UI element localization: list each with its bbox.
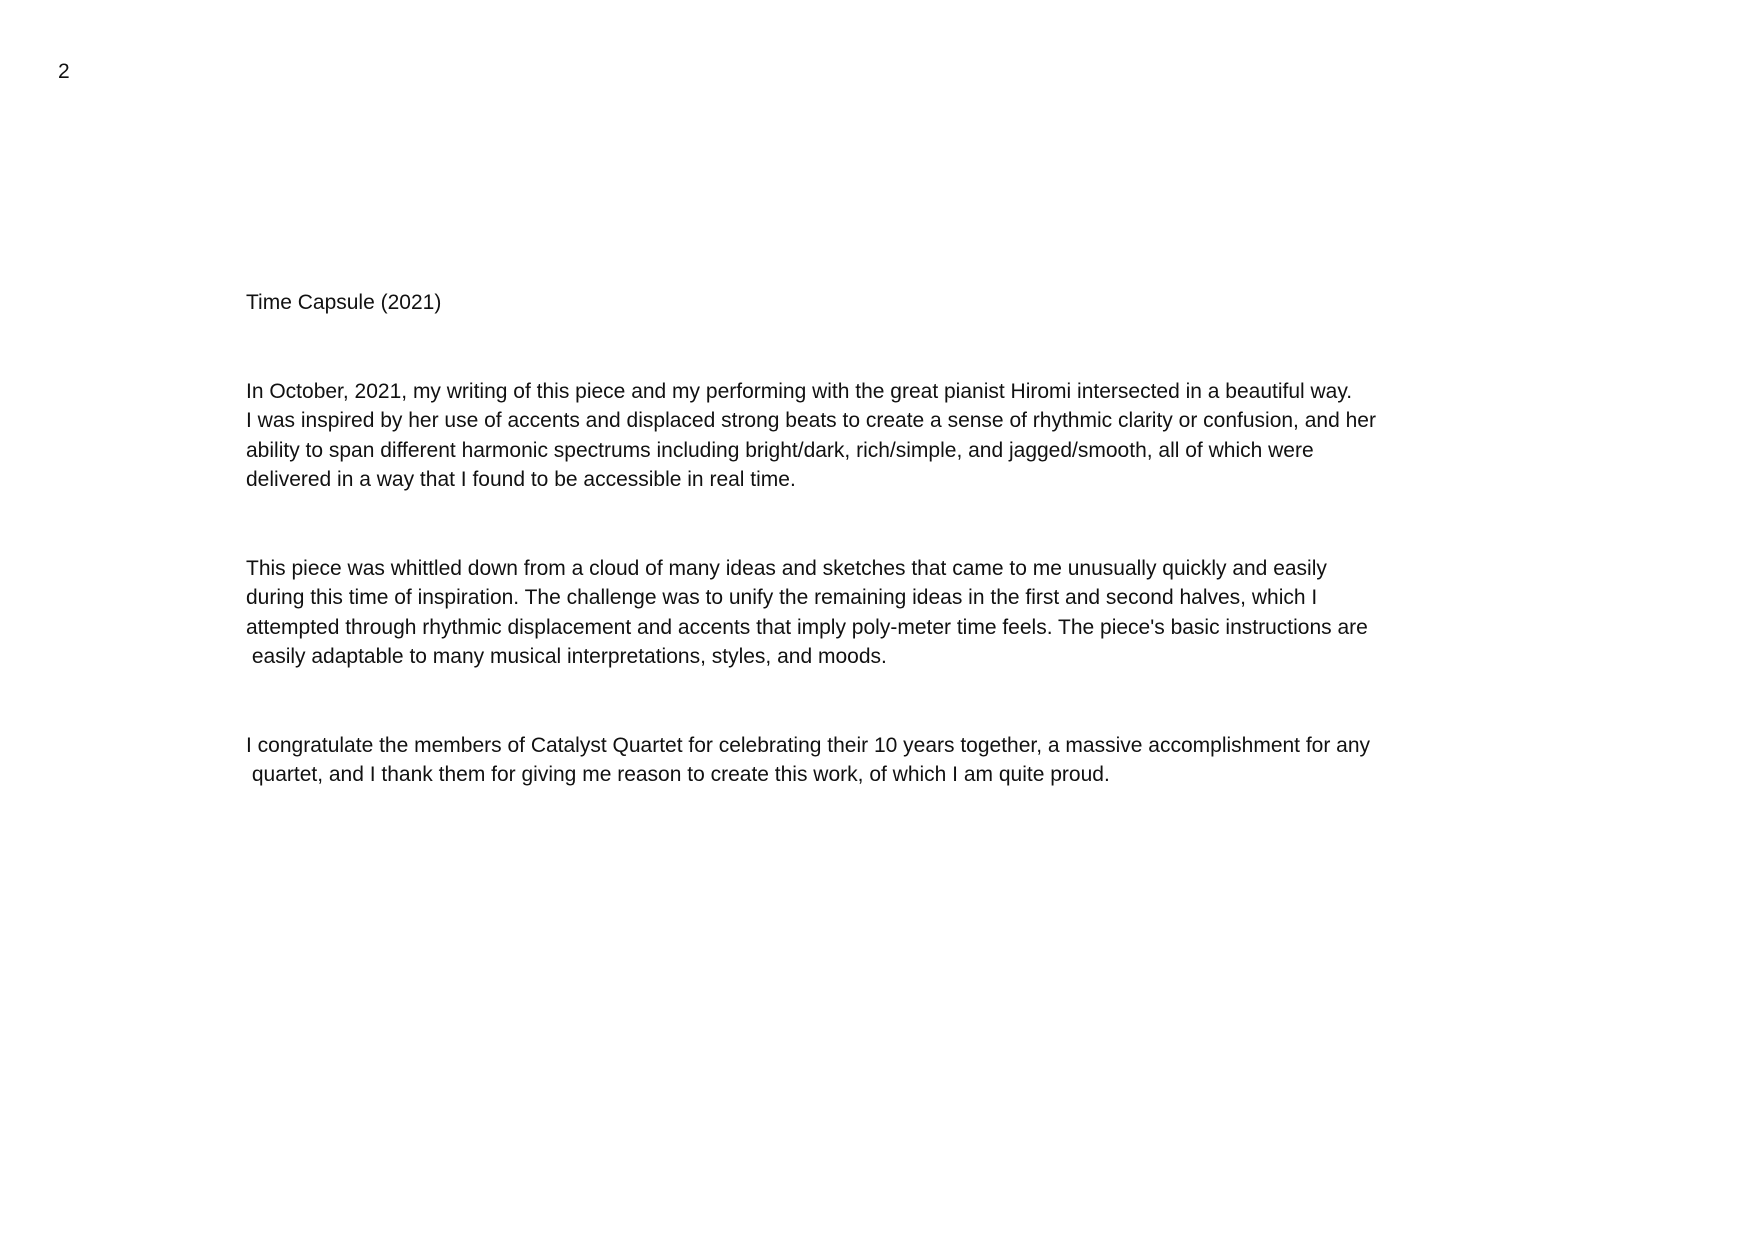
document-body — [246, 288, 1496, 790]
text-line: This piece was whittled down from a cloud of many ideas and sketches that came to me unusually quickly and easily — [246, 556, 1327, 580]
piece-title: Time Capsule (2021) — [246, 291, 442, 314]
page-number: 2 — [58, 60, 70, 83]
paragraph-dedication — [246, 731, 1496, 790]
paragraph-composition — [246, 554, 1496, 672]
text-line: delivered in a way that I found to be accessible in real time. — [246, 468, 796, 491]
text-line: ability to span different harmonic spectrums including bright/dark, rich/simple, and jagged/smooth, all of which were — [246, 438, 1314, 462]
text-line: I congratulate the members of Catalyst Quartet for celebrating their 10 years together, a massive accomplishment for any — [246, 733, 1371, 757]
text-line: In October, 2021, my writing of this piece and my performing with the great pianist Hiromi intersected in a beautiful way. — [246, 379, 1353, 403]
paragraph-inspiration — [246, 377, 1496, 495]
text-line: attempted through rhythmic displacement and accents that imply poly-meter time feels. The piece's basic instructions are — [246, 615, 1368, 639]
text-line: I was inspired by her use of accents and displaced strong beats to create a sense of rhythmic clarity or confusion, and her — [246, 409, 1376, 432]
text-line: easily adaptable to many musical interpretations, styles, and moods. — [246, 645, 887, 668]
text-line: during this time of inspiration. The challenge was to unify the remaining ideas in the first and second halves, which I — [246, 586, 1318, 609]
text-line: quartet, and I thank them for giving me reason to create this work, of which I am quite proud. — [246, 763, 1110, 786]
